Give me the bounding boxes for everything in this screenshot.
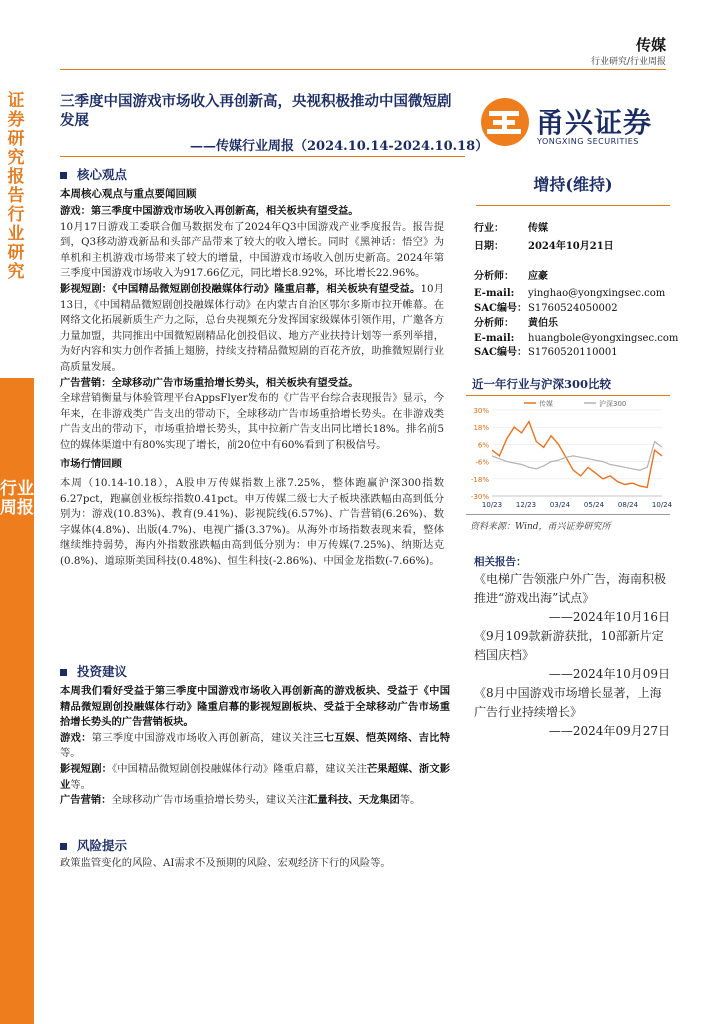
risk-section-heading: 风险提示 <box>60 836 127 854</box>
section-bullet-icon <box>60 669 67 676</box>
core-body <box>60 204 444 570</box>
title-divider <box>60 156 465 157</box>
series-line-media <box>492 422 662 488</box>
header-sector: 传媒 <box>635 36 666 54</box>
x-tick-label: 10/23 <box>481 501 503 509</box>
legend-label: 沪深300 <box>599 400 627 408</box>
date-row: 日期： 2024年10月21日 <box>474 241 614 252</box>
section-bullet-icon <box>60 843 67 850</box>
y-tick-label: 30% <box>473 407 489 415</box>
company-english-name: YONGXING SECURITIES <box>537 137 639 146</box>
related-reports-list <box>474 570 670 739</box>
related-report-date: ——2024年09月27日 <box>548 724 670 738</box>
x-tick-label: 03/24 <box>549 501 571 509</box>
sac2-row: SAC编号：S1760520110001 <box>474 347 618 358</box>
report-subtitle: ——传媒行业周报（2024.10.14-2024.10.18） <box>190 139 489 154</box>
related-reports-heading: 相关报告： <box>474 556 527 568</box>
report-title: 三季度中国游戏市场收入再创新高，央视积极推动中国微短剧发展 <box>60 93 452 129</box>
company-logo-icon <box>479 96 531 148</box>
related-report-date: ——2024年10月16日 <box>548 610 670 624</box>
invest-body <box>60 684 450 809</box>
header-divider <box>60 69 666 70</box>
sidebar-band-label: 行业周报 <box>0 479 34 518</box>
ad-lead: 广告营销：全球移动广告市场重拾增长势头，相关板块有望受益。 <box>60 376 359 389</box>
x-tick-label: 12/23 <box>515 501 537 509</box>
rating: 增持(维持) <box>533 175 613 194</box>
related-report-title[interactable]: 《8月中国游戏市场增长显著，上海广告行业持续增长》 <box>474 686 662 719</box>
related-report-title[interactable]: 《9月109款新游获批，10部新片定档国庆档》 <box>474 629 664 662</box>
data-source: 资料来源：Wind，甬兴证券研究所 <box>470 522 611 532</box>
x-tick-label: 08/24 <box>617 501 639 509</box>
email2-row: E-mail: huangbole@yongxingsec.com <box>474 333 679 344</box>
related-report-date: ——2024年10月09日 <box>548 667 670 681</box>
analyst1-row: 分析师： 应豪 <box>474 271 548 282</box>
series-line-hs300 <box>492 442 662 471</box>
invest-game: 游戏：第三季度中国游戏市场收入再创新高，建议关注三七互娱、恺英网络、吉比特等。 <box>60 731 451 760</box>
drama-paragraph: 影视短剧：《中国精品微短剧创投融媒体行动》隆重启幕，相关板块有望受益。10月13日，《中国精品微短剧创投融媒体行动》在内蒙古自治区鄂尔多斯市拉开帷幕。在网络文化拓展新质生产力之际，总台央视频充分发挥国家级媒体引领作用，广邀各方力量加盟，共同推出中国微短剧精品化创投倡议、地方产业扶持计划等一系列举措，为好内容和实力创作者插上翅膀，持续支持精品微短剧的百花齐放，助推微短剧行业高质量发展。 <box>60 282 444 373</box>
y-tick-label: 6% <box>477 441 489 450</box>
ad-paragraph: 全球营销衡量与体验管理平台AppsFlyer发布的《广告平台综合表现报告》显示，今年来，在非游戏类广告支出的带动下，全球移动广告市场重拾增长势头。在非游戏类广告支出的带动下，市场重拾增长势头，其中拉新广告支出同比增长18%。排名前5位的媒体渠道中有80%实现了增长，前20位中有60%看到了积极信号。 <box>60 392 444 451</box>
header-report-type: 行业研究/行业周报 <box>590 57 666 67</box>
email1-row: E-mail: yinghao@yongxingsec.com <box>474 288 666 299</box>
source-divider <box>466 514 670 515</box>
game-lead: 游戏：第三季度中国游戏市场收入再创新高，相关板块有望受益。 <box>60 205 359 217</box>
rating-divider <box>476 205 670 206</box>
industry-row: 行业： 传媒 <box>474 223 548 234</box>
y-tick-label: 18% <box>473 424 489 433</box>
sac1-row: SAC编号：S1760524050002 <box>474 303 618 314</box>
core-section-heading: 核心观点 <box>60 165 127 183</box>
chart-title-divider <box>466 395 670 396</box>
section-bullet-icon <box>60 172 67 179</box>
market-review-title: 市场行情回顾 <box>60 457 122 470</box>
invest-ad: 广告营销：全球移动广告市场重拾增长势头，建议关注汇量科技、天龙集团等。 <box>60 794 421 807</box>
drama-lead: 影视短剧：《中国精品微短剧创投融媒体行动》隆重启幕，相关板块有望受益。 <box>60 282 421 295</box>
sidebar-band <box>0 378 34 1024</box>
analyst2-row: 分析师： 黄伯乐 <box>474 318 558 329</box>
y-tick-label: -18% <box>470 475 489 484</box>
x-tick-label: 10/24 <box>651 501 673 509</box>
x-tick-label: 05/24 <box>583 501 605 509</box>
legend-label: 传媒 <box>539 400 553 408</box>
sidebar-top-label: 证券研究报告 行业研究 <box>7 91 25 282</box>
chart-title: 近一年行业与沪深300比较 <box>472 377 612 391</box>
company-name: 甬兴证券 <box>536 106 653 139</box>
risk-text: 政策监管变化的风险、AI需求不及预期的风险、宏观经济下行的风险等。 <box>60 857 391 869</box>
weekly-review-title: 本周核心观点与重点要闻回顾 <box>60 188 197 200</box>
y-tick-label: -30% <box>470 493 489 501</box>
industry-vs-hs300-chart <box>466 398 673 514</box>
invest-section-heading: 投资建议 <box>60 662 127 680</box>
market-paragraph: 本周（10.14-10.18），A股申万传媒指数上涨7.25%，整体跑赢沪深300指数6.27pct，跑赢创业板综指数0.41pct。申万传媒二级七大子板块涨跌幅由高到低分别为：游戏(10.83%)、教育(9.41%)、影视院线(6.57%)、广告营销(6.26%)、数字媒体(4.8%)、出版(4.7%)、电视广播(3.37%)。从海外市场指数表现来看，整体继续维持弱势，海内外指数涨跌幅由高到低分别为：申万传媒(7.25%)、纳斯达克(0.8%)、道琼斯美国科技(0.48%)、恒生科技(-2.86%)、中国金龙指数(-7.66%)。 <box>60 477 444 568</box>
invest-drama: 影视短剧：《中国精品微短剧创投融媒体行动》隆重启幕，建议关注芒果超媒、浙文影业等。 <box>60 762 451 791</box>
y-tick-label: -6% <box>475 458 489 467</box>
related-report-title[interactable]: 《电梯广告领涨户外广告，海南积极推进“游戏出海”试点》 <box>474 572 667 605</box>
game-paragraph: 10月17日游戏工委联合伽马数据发布了2024年Q3中国游戏产业季度报告。报告提到，Q3移动游戏新品和头部产品带来了较大的收入增长。同时《黑神话：悟空》为单机和主机游戏市场带来了较大的增量，中国游戏市场收入创历史新高。2024年第三季度中国游戏市场收入为917.66亿元，同比增长8.92%，环比增长22.96%。 <box>60 220 444 280</box>
invest-lead: 本周我们看好受益于第三季度中国游戏市场收入再创新高的游戏板块、受益于《中国精品微短剧创投融媒体行动》隆重启幕的影视短剧板块、受益于全球移动广告市场重拾增长势头的广告营销板块。 <box>60 685 450 729</box>
